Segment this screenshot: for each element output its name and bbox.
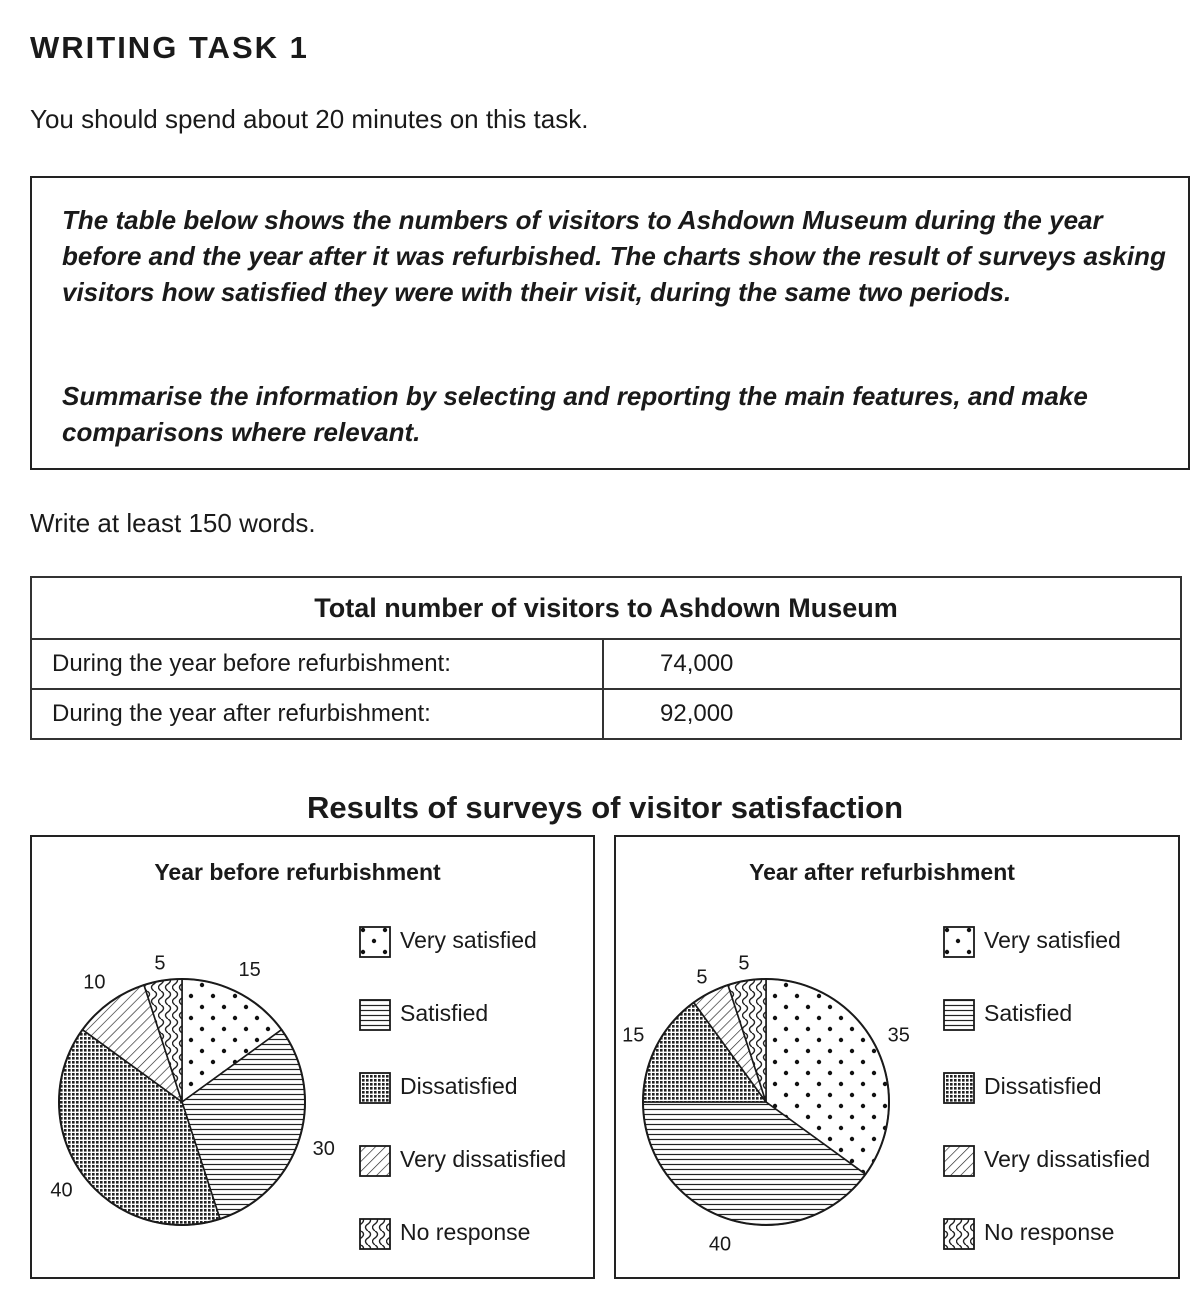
legend-label: Very satisfied xyxy=(984,927,1121,953)
legend-label: Satisfied xyxy=(984,1000,1073,1026)
pie-label-no-response: 5 xyxy=(154,952,166,975)
legend-swatch-satisfied xyxy=(358,998,392,1032)
table-title: Total number of visitors to Ashdown Museum xyxy=(31,577,1181,639)
chart-title-before: Year before refurbishment xyxy=(154,859,441,885)
pie-label-satisfied: 40 xyxy=(708,1233,732,1256)
legend-swatch-very-dissatisfied xyxy=(358,1144,392,1178)
row-value-after: 92,000 xyxy=(603,689,1181,739)
legend-label: Very dissatisfied xyxy=(984,1146,1151,1172)
legend-label: Satisfied xyxy=(400,1000,489,1026)
legend-swatch-very-dissatisfied xyxy=(942,1144,976,1178)
word-count-note: Write at least 150 words. xyxy=(30,508,316,538)
chart-panel-after xyxy=(614,835,1180,1279)
pie-label-dissatisfied: 40 xyxy=(50,1179,73,1202)
legend-label: Very satisfied xyxy=(400,927,537,953)
legend-label: Dissatisfied xyxy=(400,1073,518,1099)
table-row xyxy=(31,689,1181,739)
prompt-paragraph-1: The table below shows the numbers of visitors to Ashdown Museum during the year before and the year after it was refurbished. The charts show the result of surveys asking visitors how satisfied they were with their visit, during the same two periods. xyxy=(62,205,1166,307)
pie-label-very-satisfied: 35 xyxy=(887,1024,910,1047)
surveys-title: Results of surveys of visitor satisfaction xyxy=(306,790,904,825)
legend-swatch-dissatisfied xyxy=(358,1071,392,1105)
chart-panel-before xyxy=(30,835,595,1279)
legend-label: Very dissatisfied xyxy=(400,1146,567,1172)
pie-chart-after xyxy=(616,837,946,1277)
pie-label-very-satisfied: 15 xyxy=(238,959,261,982)
pie-label-satisfied: 30 xyxy=(312,1138,335,1161)
legend-swatch-no-response xyxy=(358,1217,392,1251)
pie-label-very-dissatisfied: 10 xyxy=(83,971,106,994)
legend-label: Dissatisfied xyxy=(984,1073,1102,1099)
legend-label: No response xyxy=(400,1219,531,1245)
visitors-table xyxy=(30,576,1182,740)
row-value-before: 74,000 xyxy=(603,639,1181,689)
prompt-paragraph-2: Summarise the information by selecting and reporting the main features, and make comparisons where relevant. xyxy=(62,381,1088,447)
chart-title-after: Year after refurbishment xyxy=(749,859,1015,885)
legend-swatch-very-satisfied xyxy=(358,925,392,959)
table-row xyxy=(31,639,1181,689)
pie-label-dissatisfied: 15 xyxy=(622,1024,645,1047)
row-label-before: During the year before refurbishment: xyxy=(31,639,603,689)
legend-swatch-very-satisfied xyxy=(942,925,976,959)
legend-swatch-satisfied xyxy=(942,998,976,1032)
pie-chart-before xyxy=(32,837,362,1277)
pie-label-very-dissatisfied: 5 xyxy=(696,966,708,989)
time-note: You should spend about 20 minutes on this task. xyxy=(30,104,589,134)
pie-label-no-response: 5 xyxy=(738,952,750,975)
legend-swatch-no-response xyxy=(942,1217,976,1251)
row-label-after: During the year after refurbishment: xyxy=(31,689,603,739)
legend-swatch-dissatisfied xyxy=(942,1071,976,1105)
prompt-box xyxy=(30,176,1190,470)
task-title: WRITING TASK 1 xyxy=(30,30,309,65)
legend-label: No response xyxy=(984,1219,1115,1245)
table-header-row xyxy=(31,577,1181,639)
